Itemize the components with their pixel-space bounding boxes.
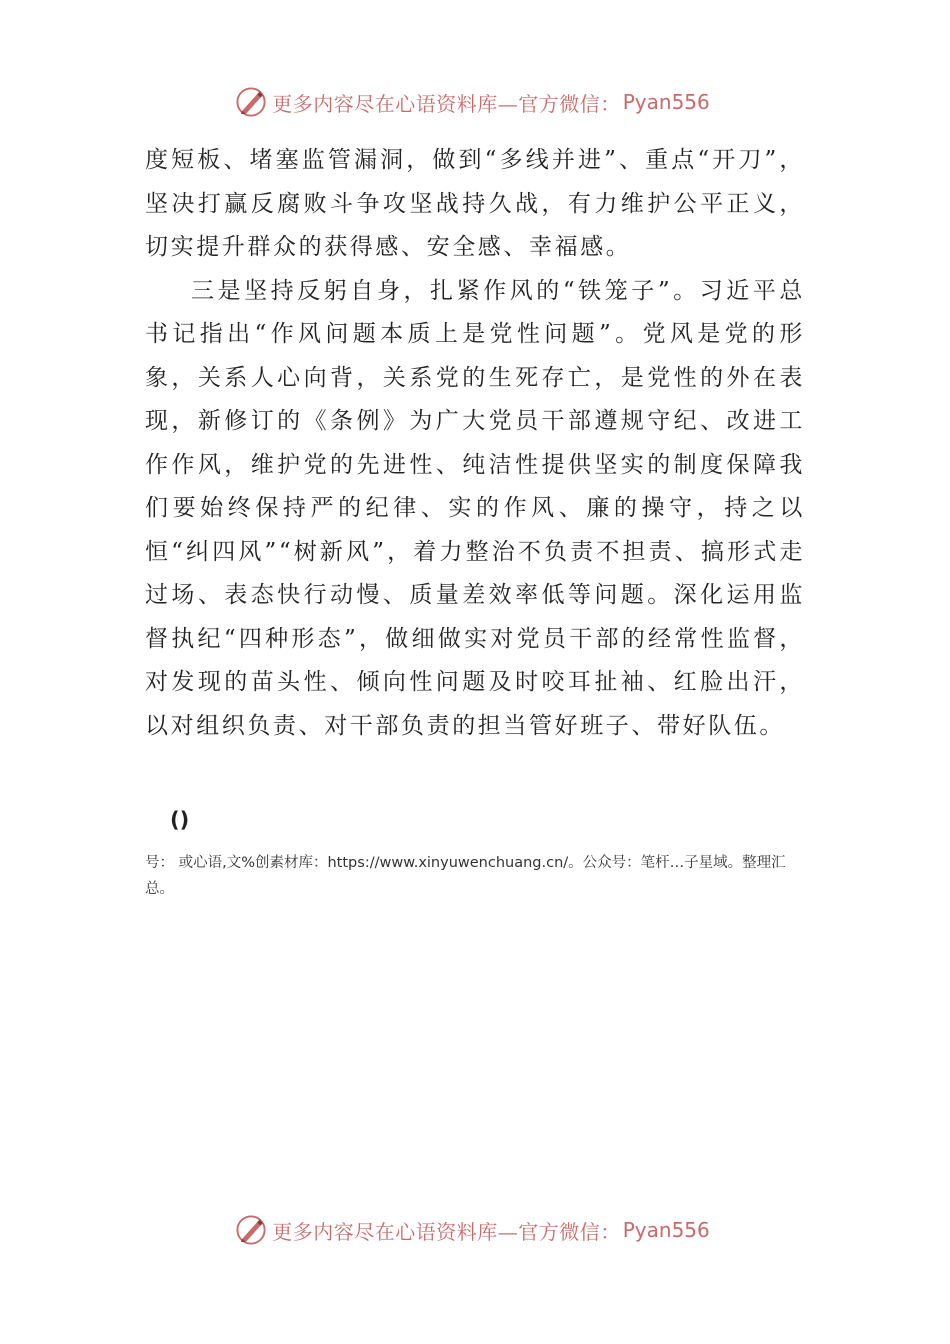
paragraph-style-discipline: 三是坚持反躬自身，扎紧作风的“铁笼子”。习近平总书记指出“作风问题本质上是党性问题”。党风是党的形象，关系人心向背，关系党的生死存亡，是党性的外在表现，新修订的《条例》为广大党员干部遵规守纪、改进工作作风，维护党的先进性、纯洁性提供坚实的制度保障我们要始终保持严的纪律、实的作风、廉的操守，持之以恒“纠四风”“树新风”，着力整治不负责不担责、搞形式走过场、表态快行动慢、质量差效率低等问题。深化运用监督执纪“四种形态”，做细做实对党员干部的经常性监督，对发现的苗头性、倾向性问题及时咬耳扯袖、红脸出汗，以对组织负责、对干部负责的担当管好班子、带好队伍。: [145, 277, 805, 739]
banner-text: 更多内容尽在心语资料库—官方微信：: [272, 91, 621, 116]
banner-wechat-id: Pyan556: [622, 1218, 710, 1242]
source-footnote: 号： 或心语,文%创素材库：https://www.xinyuwenchuang.cn/。公众号：笔杆…子星域。整理汇总。: [145, 855, 786, 897]
paragraph-continuation: 度短板、堵塞监管漏洞，做到“多线并进”、重点“开刀”，坚决打赢反腐败斗争攻坚战持久战，有力维护公平正义，切实提升群众的获得感、安全感、幸福感。: [145, 147, 805, 260]
header-banner: [0, 82, 950, 122]
document-body: [145, 139, 805, 748]
footer-banner: [0, 1210, 950, 1250]
pen-logo-icon: [234, 1213, 268, 1247]
banner-wechat-id: Pyan556: [622, 90, 710, 114]
empty-parenthesis: (): [170, 808, 190, 832]
banner-text: 更多内容尽在心语资料库—官方微信：: [272, 1219, 621, 1244]
pen-logo-icon: [234, 85, 268, 119]
